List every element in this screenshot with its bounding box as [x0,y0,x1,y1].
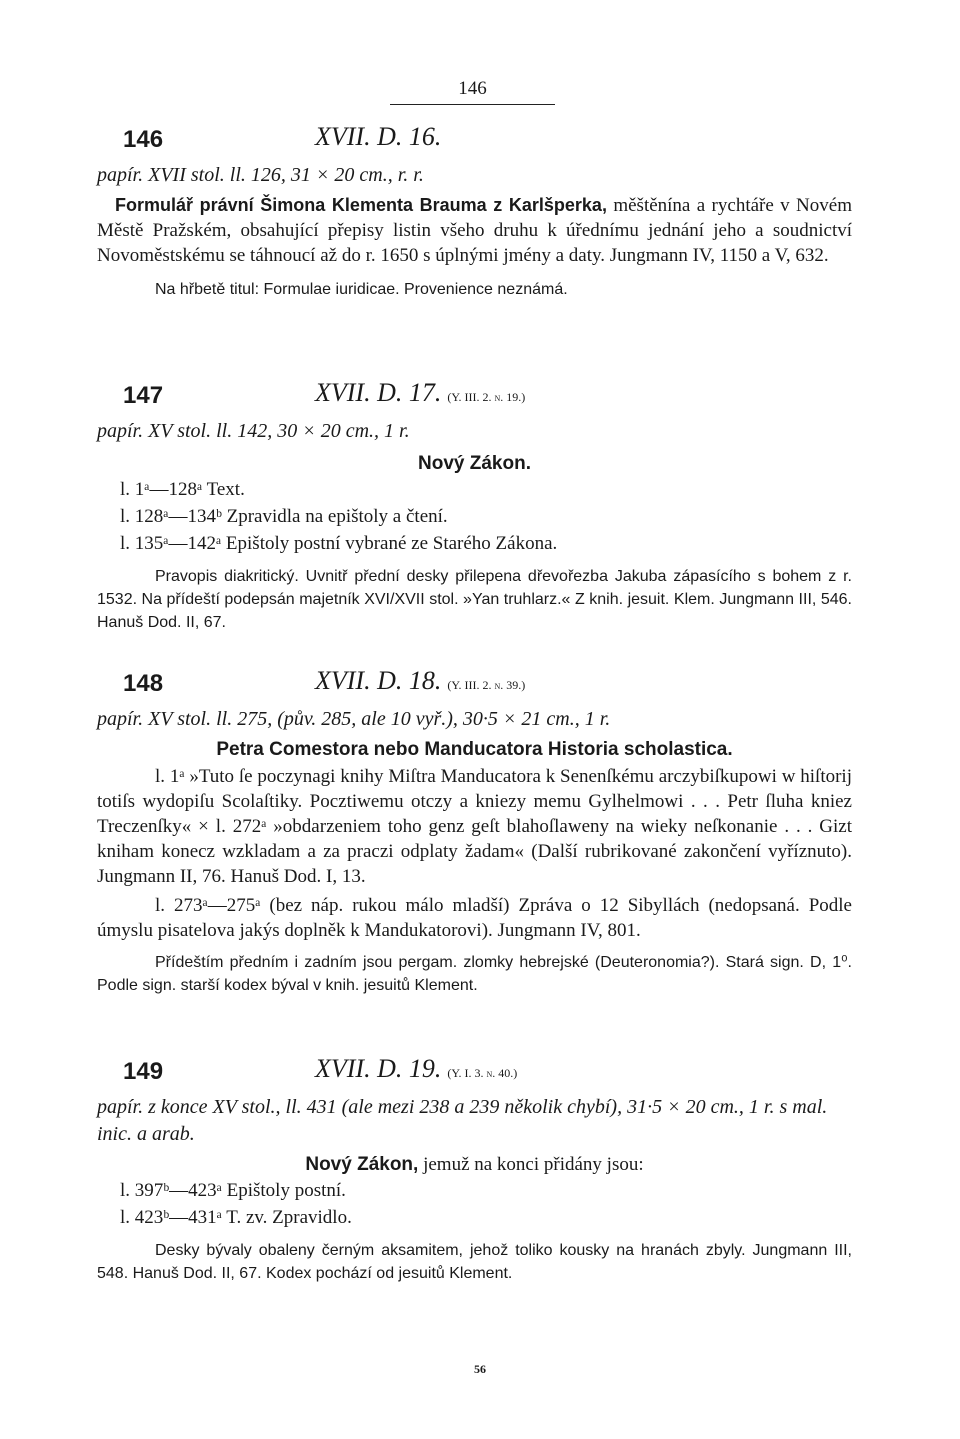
content-item: l. 1ᵃ »Tuto ſe poczynagi knihy Miſtra Manducatora k Senenſkému arczybiſkupowi w hiſtorij totiſs wydopiſu Scolaſtiky. Pocztiwemu otczy a kniezy memu Gylhelmowi . . . Petr ſluha kniez Treczenſky« × l. 272ᵃ »obdarzeniem toho genz geſt blahoſlaweny na wieky neſkonanie . . . Gizt kniham konecz wzkladam a za praczi odplaty žadam« (Další rubrikované zakončení vyříznuto). Jungmann II, 76. Hanuš Dod. I, 13. [97,766,852,887]
content-item: l. 423ᵇ—431ᵃ T. zv. Zpravidlo. [120,1207,352,1228]
entry-note: Přídeštím předním i zadním jsou pergam. zlomky hebrejské (Deuteronomia?). Stará sign. D, 1⁰. Podle sign. starší kodex býval v knih. jesuitů Klement. [97,954,852,994]
catalog-entry-149 [97,1054,852,1285]
physical-description: papír. XVII stol. ll. 126, 31 × 20 cm., r. r. [97,164,424,186]
folio-number: 56 [474,1362,486,1376]
entry-signature: XVII. D. 16. [315,122,442,151]
entry-title: Nový Zákon, [305,1154,419,1175]
running-head: 146 [390,78,555,105]
entry-note: Na hřbetě titul: Formulae iuridicae. Provenience neznámá. [155,281,568,298]
entry-title: Formulář právní Šimona Klementa Brauma z Karlšperka, [115,195,607,215]
catalog-entry-148 [97,666,852,997]
content-item: l. 128ᵃ—134ᵇ Zpravidla na epištoly a čtení. [120,506,448,527]
physical-description: papír. XV stol. ll. 275, (pův. 285, ale 10 vyř.), 30·5 × 21 cm., 1 r. [97,708,611,730]
entry-header [97,378,852,418]
catalog-entry-147 [97,378,852,634]
entry-number: 146 [123,126,164,153]
content-item: l. 135ᵃ—142ᵃ Epištoly postní vybrané ze Starého Zákona. [120,533,558,554]
physical-description: papír. z konce XV stol., ll. 431 (ale mezi 238 a 239 několik chybí), 31·5 × 20 cm., 1 r. s mal. inic. a arab. [97,1096,828,1145]
entry-number: 148 [123,670,164,697]
entry-number: 147 [123,382,164,409]
entry-reference: Jungmann IV, 1150 a V, 632. [609,245,829,266]
entry-note: Desky bývaly obaleny černým aksamitem, jehož toliko kousky na hranách zbyly. Jungmann III, 548. Hanuš Dod. II, 67. Kodex pochází od jesuitů Klement. [97,1242,852,1282]
entry-header [97,122,852,162]
catalog-entry-146 [97,122,852,301]
old-signature: (Y. III. 2. n. 19.) [447,390,526,404]
entry-signature: XVII. D. 19. (Y. I. 3. n. 40.) [315,1054,518,1083]
entry-description: Formulář právní Šimona Klementa Brauma z Karlšperka, měštěnína a rychtáře v Novém Městě Pražském, obsahující přepisy listin všeho druhu k úřednímu jednání jeho a soudnictví Novoměstskému se táhnoucí až do r. 1650 s úplnými jmény a daty. Jungmann IV, 1150 a V, 632. [97,195,852,266]
entry-header [97,666,852,706]
entry-title-line: Nový Zákon, jemuž na konci přidány jsou: [305,1154,644,1175]
content-item: l. 1ᵃ—128ᵃ Text. [120,479,245,500]
content-item: l. 397ᵇ—423ᵃ Epištoly postní. [120,1180,346,1201]
entry-title: Petra Comestora nebo Manducatora Historia scholastica. [216,739,733,760]
entry-signature: XVII. D. 17. (Y. III. 2. n. 19.) [315,378,526,407]
entry-header [97,1054,852,1094]
entry-signature: XVII. D. 18. (Y. III. 2. n. 39.) [315,666,526,695]
old-signature: (Y. III. 2. n. 39.) [447,678,526,692]
entry-number: 149 [123,1058,164,1085]
entry-note: Pravopis diakritický. Uvnitř přední desky přilepena dřevořezba Jakuba zápasícího s bohem z r. 1532. Na přídeští podepsán majetník XVI/XVII stol. »Yan truhlarz.« Z knih. jesuit. Klem. Jungmann III, 546. Hanuš Dod. II, 67. [97,568,852,631]
old-signature: (Y. I. 3. n. 40.) [447,1066,518,1080]
content-item: l. 273ᵃ—275ᵃ (bez náp. rukou málo mladší) Zpráva o 12 Sibyllách (nedopsaná. Podle úmyslu pisatelova jakýs doplněk k Mandukatorovi). Jungmann IV, 801. [97,895,852,941]
physical-description: papír. XV stol. ll. 142, 30 × 20 cm., 1 r. [97,420,410,442]
entry-title: Nový Zákon. [418,453,531,474]
